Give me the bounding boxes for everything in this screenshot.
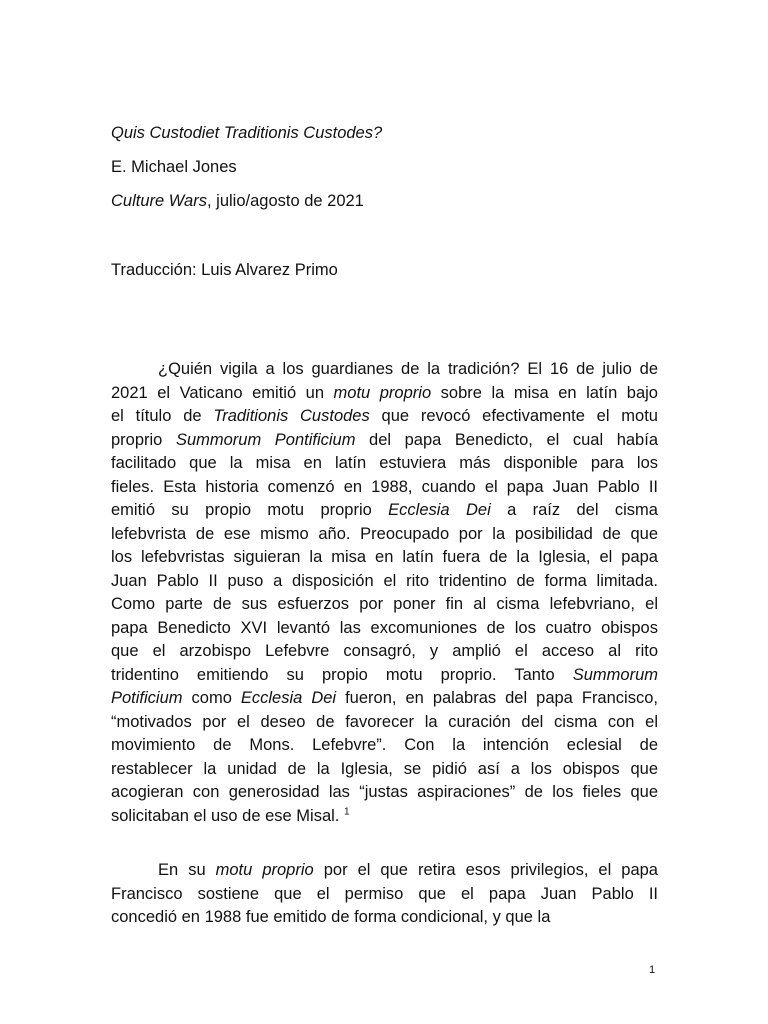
text-line <box>111 639 658 663</box>
text-span: ¿Quién vigila a los guardianes de la tradición? El 16 de julio de <box>158 360 658 378</box>
text-line <box>111 522 658 546</box>
text-line <box>111 905 658 929</box>
text-line <box>111 381 658 405</box>
text-line <box>111 757 658 781</box>
text-span: facilitado que la misa en latín estuviera más disponible para los <box>111 454 658 472</box>
text-span: sobre la misa en latín bajo <box>431 383 658 402</box>
text-line <box>111 545 658 569</box>
text-span: por el que retira esos privilegios, el papa <box>313 861 658 879</box>
italic-text: Ecclesia Dei <box>388 501 491 519</box>
text-line <box>111 663 658 687</box>
text-line <box>158 858 658 882</box>
text-line <box>111 804 658 828</box>
text-line <box>111 686 658 710</box>
text-line <box>111 733 658 757</box>
italic-text: motu proprio <box>333 383 432 402</box>
text-line <box>111 569 658 593</box>
text-span: fueron, en palabras del papa Francisco, <box>336 689 658 707</box>
text-span: solicitaban el uso de ese Misal. <box>111 806 344 825</box>
text-span: 2021 el Vaticano emitió un <box>111 383 334 402</box>
text-span: como <box>182 689 241 707</box>
text-span: emitió su propio motu proprio <box>111 501 389 519</box>
italic-text: Summorum Pontificium <box>175 430 356 449</box>
italic-text: Summorum <box>572 665 658 684</box>
text-span: En su <box>158 861 216 879</box>
text-span: proprio <box>111 430 176 449</box>
text-line <box>111 475 658 499</box>
text-span: papa Benedicto XVI levantó las excomuniones de los cuatro obispos <box>111 618 658 637</box>
publication-line <box>111 189 364 213</box>
page-number: 1 <box>649 964 656 976</box>
author-name: E. Michael Jones <box>111 158 237 176</box>
text-span: movimiento de Mons. Lefebvre”. Con la intención eclesial de <box>111 736 658 754</box>
text-line <box>111 404 658 428</box>
text-span: a raíz del cisma <box>490 501 658 519</box>
italic-text: Traditionis Custodes <box>213 407 370 425</box>
text-span: restablecer la unidad de la Iglesia, se pidió así a los obispos que <box>111 759 658 778</box>
text-span: lefebvrista de ese mismo año. Preocupado por la posibilidad de que <box>111 524 658 543</box>
text-line <box>111 780 658 804</box>
text-line <box>111 498 658 522</box>
text-span: que el arzobispo Lefebvre consagró, y amplió el acceso al rito <box>111 642 658 660</box>
text-span: fieles. Esta historia comenzó en 1988, cuando el papa Juan Pablo II <box>111 477 658 496</box>
translator-credit: Traducción: Luis Alvarez Primo <box>111 261 338 279</box>
text-line <box>111 710 658 734</box>
text-span: Como parte de sus esfuerzos por poner fin al cisma lefebvriano, el <box>111 595 658 613</box>
text-span: los lefebvristas siguieran la misa en latín fuera de la Iglesia, el papa <box>111 548 658 566</box>
text-line <box>111 592 658 616</box>
footnote-ref[interactable]: 1 <box>343 806 350 817</box>
text-span: “motivados por el deseo de favorecer la curación del cisma con el <box>111 712 658 731</box>
text-line <box>111 428 658 452</box>
text-line <box>111 451 658 475</box>
text-span: el título de <box>111 407 214 425</box>
italic-text: Potificium <box>111 689 183 707</box>
text-line <box>111 616 658 640</box>
document-title: Quis Custodiet Traditionis Custodes? <box>111 124 383 142</box>
publication-name: Culture Wars <box>111 192 207 210</box>
publication-date: , julio/agosto de 2021 <box>206 192 364 210</box>
text-span: concedió en 1988 fue emitido de forma condicional, y que la <box>111 908 551 926</box>
text-line <box>158 357 658 381</box>
italic-text: motu proprio <box>215 861 314 879</box>
text-span: acogieran con generosidad las “justas aspiraciones” de los fieles que <box>111 783 658 801</box>
italic-text: Ecclesia Dei <box>240 689 337 707</box>
text-span: Juan Pablo II puso a disposición el rito tridentino de forma limitada. <box>111 571 658 590</box>
text-span: Francisco sostiene que el permiso que el papa Juan Pablo II <box>111 884 658 903</box>
text-span: tridentino emitiendo su propio motu proprio. Tanto <box>111 665 573 684</box>
text-span: que revocó efectivamente el motu <box>369 407 658 425</box>
text-line <box>111 882 658 906</box>
text-span: del papa Benedicto, el cual había <box>355 430 658 449</box>
